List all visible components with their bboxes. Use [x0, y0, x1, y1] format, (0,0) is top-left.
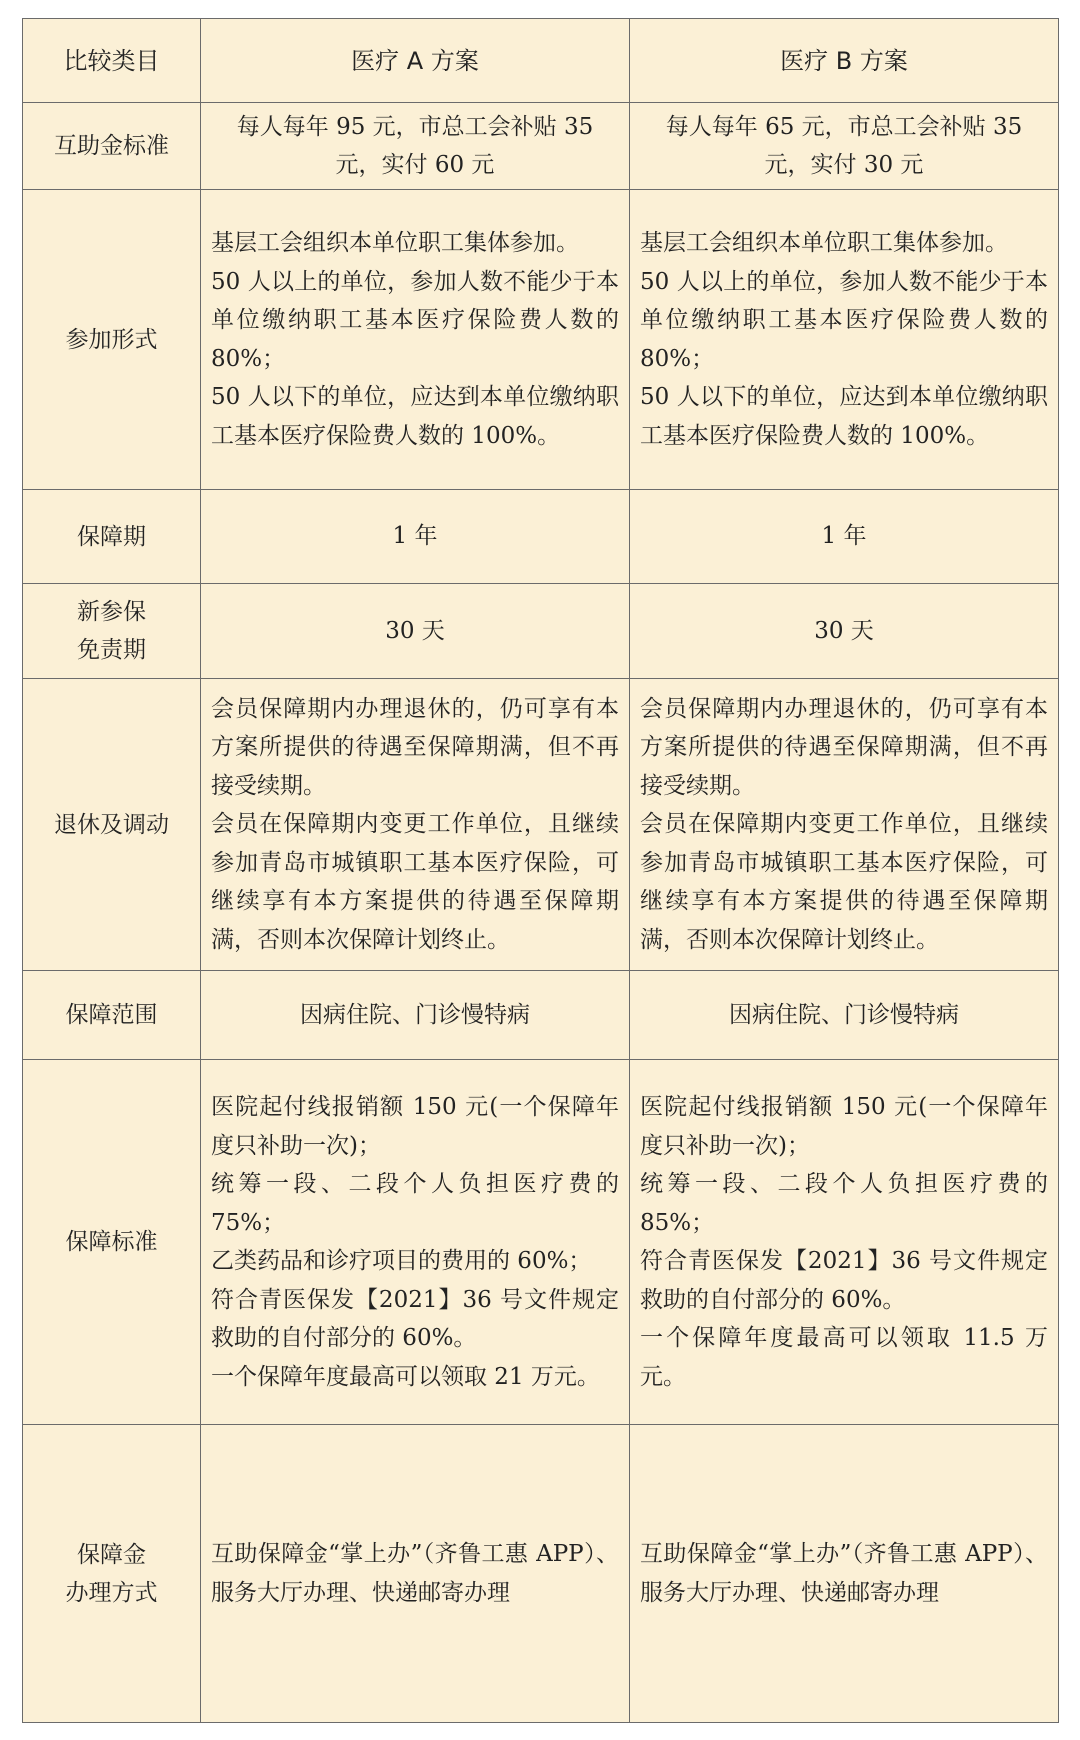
plan-b-cell: [630, 1060, 1059, 1425]
row-label: [23, 103, 201, 190]
cell-paragraph: 医院起付线报销额 150 元(一个保障年度只补助一次)；: [640, 1094, 1048, 1159]
row-label: [23, 490, 201, 584]
cell-paragraph: 因病住院、门诊慢特病: [729, 1001, 959, 1028]
table-row: [23, 190, 1059, 490]
cell-paragraph: 互助保障金“掌上办”（齐鲁工惠 APP）、服务大厅办理、快递邮寄办理: [211, 1541, 619, 1606]
cell-paragraph: 50 人以下的单位，应达到本单位缴纳职工基本医疗保险费人数的 100%。: [640, 384, 1048, 449]
plan-a-cell: [201, 971, 630, 1060]
cell-paragraph: 符合青医保发【2021】36 号文件规定救助的自付部分的 60%。: [640, 1248, 1048, 1313]
plan-a-cell: [201, 190, 630, 490]
table-row: [23, 971, 1059, 1060]
table-row: [23, 1060, 1059, 1425]
cell-paragraph: 会员保障期内办理退休的，仍可享有本方案所提供的待遇至保障期满，但不再接受续期。: [211, 695, 619, 799]
plan-a-cell: [201, 1060, 630, 1425]
row-label-line: 参加形式: [65, 326, 158, 353]
row-label-line: 新参保: [77, 599, 146, 625]
header-row: [23, 19, 1059, 103]
table-row: [23, 584, 1059, 679]
cell-paragraph: 50 人以下的单位，应达到本单位缴纳职工基本医疗保险费人数的 100%。: [211, 384, 619, 449]
row-label: [23, 584, 201, 679]
plan-a-cell: [201, 1425, 630, 1723]
cell-paragraph: 50 人以上的单位，参加人数不能少于本单位缴纳职工基本医疗保险费人数的 80%；: [640, 268, 1048, 372]
cell-paragraph: 基层工会组织本单位职工集体参加。: [640, 230, 1008, 256]
header-plan-b: 医疗 B 方案: [630, 19, 1059, 103]
row-label-line: 保障标准: [65, 1229, 158, 1255]
row-label: [23, 1425, 201, 1723]
row-label: [23, 679, 201, 971]
plan-b-cell: [630, 103, 1059, 190]
cell-paragraph: 每人每年 95 元，市总工会补贴 35 元，实付 60 元: [236, 113, 594, 178]
plan-a-cell: [201, 679, 630, 971]
cell-paragraph: 1 年: [392, 523, 438, 550]
plan-b-cell: [630, 490, 1059, 584]
cell-paragraph: 基层工会组织本单位职工集体参加。: [211, 230, 579, 256]
plan-b-cell: [630, 1425, 1059, 1723]
row-label: [23, 190, 201, 490]
header-plan-a: 医疗 A 方案: [201, 19, 630, 103]
cell-paragraph: 统筹一段、二段个人负担医疗费的 85%；: [640, 1171, 1048, 1236]
plan-b-cell: [630, 679, 1059, 971]
plan-a-cell: [201, 490, 630, 584]
cell-paragraph: 会员保障期内办理退休的，仍可享有本方案所提供的待遇至保障期满，但不再接受续期。: [640, 695, 1048, 799]
cell-paragraph: 30 天: [814, 617, 874, 644]
cell-paragraph: 乙类药品和诊疗项目的费用的 60%；: [211, 1248, 592, 1274]
row-label-line: 办理方式: [65, 1579, 158, 1606]
row-label-line: 保障金: [77, 1541, 146, 1568]
header-category: 比较类目: [23, 19, 201, 103]
table-row: [23, 679, 1059, 971]
cell-paragraph: 一个保障年度最高可以领取 11.5 万元。: [640, 1325, 1048, 1390]
cell-paragraph: 会员在保障期内变更工作单位，且继续参加青岛市城镇职工基本医疗保险，可继续享有本方案提供的待遇至保障期满，否则本次保障计划终止。: [640, 811, 1048, 953]
row-label: [23, 971, 201, 1060]
plan-b-cell: [630, 190, 1059, 490]
cell-paragraph: 医院起付线报销额 150 元(一个保障年度只补助一次)；: [211, 1094, 619, 1159]
cell-paragraph: 统筹一段、二段个人负担医疗费的 75%；: [211, 1171, 619, 1236]
row-label-line: 免责期: [77, 637, 146, 663]
table-row: [23, 490, 1059, 584]
cell-paragraph: 符合青医保发【2021】36 号文件规定救助的自付部分的 60%。: [211, 1286, 619, 1351]
cell-paragraph: 一个保障年度最高可以领取 21 万元。: [211, 1363, 600, 1390]
row-label-line: 保障期: [77, 523, 146, 550]
cell-paragraph: 1 年: [821, 523, 867, 550]
row-label-line: 互助金标准: [54, 133, 169, 159]
cell-paragraph: 50 人以上的单位，参加人数不能少于本单位缴纳职工基本医疗保险费人数的 80%；: [211, 268, 619, 372]
row-label-line: 保障范围: [65, 1002, 158, 1028]
cell-paragraph: 每人每年 65 元，市总工会补贴 35 元，实付 30 元: [665, 113, 1023, 178]
table-row: [23, 103, 1059, 190]
cell-paragraph: 因病住院、门诊慢特病: [300, 1001, 530, 1028]
comparison-table: [22, 18, 1059, 1723]
page: [22, 18, 1058, 1722]
plan-b-cell: [630, 971, 1059, 1060]
cell-paragraph: 30 天: [385, 617, 445, 644]
row-label: [23, 1060, 201, 1425]
plan-b-cell: [630, 584, 1059, 679]
plan-a-cell: [201, 103, 630, 190]
row-label-line: 退休及调动: [54, 811, 169, 838]
table-row: [23, 1425, 1059, 1723]
cell-paragraph: 会员在保障期内变更工作单位，且继续参加青岛市城镇职工基本医疗保险，可继续享有本方案提供的待遇至保障期满，否则本次保障计划终止。: [211, 811, 619, 953]
plan-a-cell: [201, 584, 630, 679]
cell-paragraph: 互助保障金“掌上办”（齐鲁工惠 APP）、服务大厅办理、快递邮寄办理: [640, 1541, 1048, 1606]
